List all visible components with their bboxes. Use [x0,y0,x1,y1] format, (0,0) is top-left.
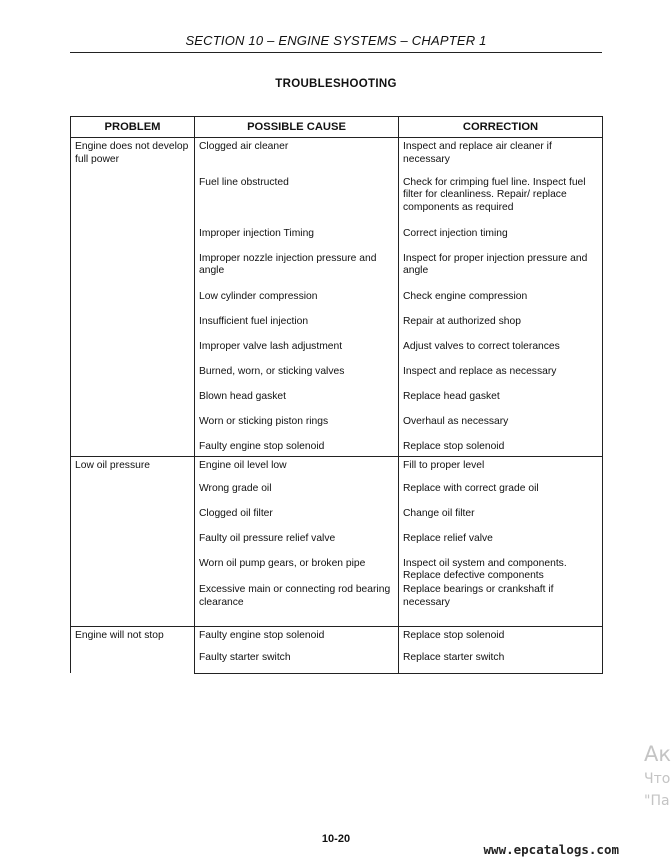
cause-cell: Worn or sticking piston rings [195,415,399,440]
header-divider [70,52,602,53]
cause-cell: Clogged air cleaner [195,138,399,176]
cause-cell: Excessive main or connecting rod bearing clearance [195,583,399,626]
correction-cell: Check for crimping fuel line. Inspect fuel filter for cleanliness. Repair/ replace components as required [399,176,603,227]
problem-cell: Engine will not stop [71,626,195,673]
correction-cell: Replace with correct grade oil [399,482,603,507]
activation-overlay-text [644,740,671,812]
table-row [71,626,603,651]
correction-cell: Replace stop solenoid [399,626,603,651]
correction-cell: Overhaul as necessary [399,415,603,440]
cause-cell: Worn oil pump gears, or broken pipe [195,557,399,584]
correction-cell: Replace starter switch [399,651,603,673]
cause-cell: Clogged oil filter [195,507,399,532]
problem-cell: Low oil pressure [71,457,195,627]
cause-cell: Faulty engine stop solenoid [195,626,399,651]
correction-cell: Replace bearings or crankshaft if necessary [399,583,603,626]
correction-cell: Inspect for proper injection pressure and angle [399,252,603,290]
table-header-row [71,117,603,138]
cause-cell: Improper injection Timing [195,227,399,252]
column-header-possible-cause: POSSIBLE CAUSE [195,117,399,138]
correction-cell: Repair at authorized shop [399,315,603,340]
problem-cell: Engine does not develop full power [71,138,195,457]
troubleshooting-table [70,116,603,674]
cause-cell: Insufficient fuel injection [195,315,399,340]
column-header-correction: CORRECTION [399,117,603,138]
correction-cell: Inspect oil system and components. Replace defective components [399,557,603,584]
page-number: 10-20 [321,833,351,845]
correction-cell: Replace relief valve [399,532,603,557]
cause-cell: Blown head gasket [195,390,399,415]
site-url-watermark: www.epcatalogs.com [483,842,619,857]
correction-cell: Replace stop solenoid [399,440,603,457]
table-row [71,457,603,482]
correction-cell: Fill to proper level [399,457,603,482]
cause-cell: Fuel line obstructed [195,176,399,227]
cause-cell: Burned, worn, or sticking valves [195,365,399,390]
overlay-line-1: Ак [644,742,671,766]
cause-cell: Faulty starter switch [195,651,399,673]
section-header: SECTION 10 – ENGINE SYSTEMS – CHAPTER 1 [185,33,487,48]
correction-cell: Inspect and replace air cleaner if necessary [399,138,603,176]
cause-cell: Faulty oil pressure relief valve [195,532,399,557]
column-header-problem: PROBLEM [71,117,195,138]
correction-cell: Replace head gasket [399,390,603,415]
cause-cell: Engine oil level low [195,457,399,482]
cause-cell: Low cylinder compression [195,290,399,315]
correction-cell: Correct injection timing [399,227,603,252]
cause-cell: Wrong grade oil [195,482,399,507]
overlay-line-2: Что [644,771,671,787]
document-title: TROUBLESHOOTING [275,78,397,90]
cause-cell: Improper valve lash adjustment [195,340,399,365]
correction-cell: Change oil filter [399,507,603,532]
table-row [71,138,603,176]
cause-cell: Faulty engine stop solenoid [195,440,399,457]
cause-cell: Improper nozzle injection pressure and angle [195,252,399,290]
correction-cell: Check engine compression [399,290,603,315]
overlay-line-3: "Па [644,793,670,809]
correction-cell: Inspect and replace as necessary [399,365,603,390]
correction-cell: Adjust valves to correct tolerances [399,340,603,365]
table-body [71,138,603,674]
